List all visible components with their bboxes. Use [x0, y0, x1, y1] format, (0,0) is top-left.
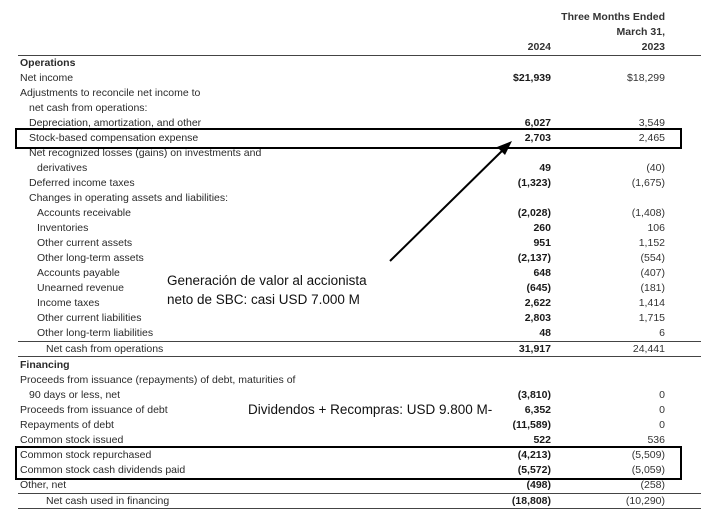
table-bottom-rule: [18, 508, 701, 509]
value-2023: 1,414: [638, 297, 665, 309]
row-label: Proceeds from issuance (repayments) of debt, maturities of: [20, 374, 296, 386]
table-row: [0, 418, 710, 433]
row-label: Accounts payable: [37, 267, 120, 279]
value-2023: 3,549: [638, 117, 665, 129]
row-label: Common stock cash dividends paid: [20, 464, 186, 476]
value-2024: (645): [526, 282, 551, 294]
period-header-line2: March 31,: [616, 26, 665, 38]
sbc-annotation-line2: neto de SBC: casi USD 7.000 M: [167, 292, 360, 307]
table-row: [0, 86, 710, 101]
table-row: [0, 373, 710, 388]
value-2024: 6,027: [524, 117, 551, 129]
section-rule: [18, 356, 701, 357]
value-2023: (5,509): [631, 449, 665, 461]
value-2024: 6,352: [524, 404, 551, 416]
value-2023: 0: [659, 404, 665, 416]
table-row: [0, 71, 710, 86]
table-row: [0, 342, 710, 357]
row-label: Stock-based compensation expense: [29, 132, 199, 144]
value-2024: 48: [539, 327, 551, 339]
row-label: Common stock repurchased: [20, 449, 152, 461]
period-header-line1: Three Months Ended: [561, 11, 665, 23]
table-row: [0, 358, 710, 373]
table-row: [0, 206, 710, 221]
value-2024: 2,803: [524, 312, 551, 324]
row-label: Other long-term assets: [37, 252, 144, 264]
value-2024: (5,572): [517, 464, 551, 476]
row-label: Changes in operating assets and liabilities:: [29, 192, 229, 204]
value-2024: 2,703: [524, 132, 551, 144]
value-2023: (1,675): [631, 177, 665, 189]
row-label: Net recognized losses (gains) on investments and: [29, 147, 262, 159]
buyback-annotation: Dividendos + Recompras: USD 9.800 M-: [248, 402, 493, 417]
value-2023: 0: [659, 389, 665, 401]
table-row: [0, 494, 710, 509]
value-2023: (1,408): [631, 207, 665, 219]
table-row: [0, 251, 710, 266]
value-2023: (181): [640, 282, 665, 294]
table-row: [0, 176, 710, 191]
table-row: [0, 326, 710, 341]
sbc-highlight-box: [15, 128, 682, 149]
value-2023: (407): [640, 267, 665, 279]
row-label: Other current liabilities: [37, 312, 142, 324]
value-2024: (11,589): [512, 419, 551, 431]
column-header-2023: 2023: [641, 41, 665, 53]
table-row: [0, 161, 710, 176]
row-label: Other long-term liabilities: [37, 327, 154, 339]
value-2024: 260: [533, 222, 551, 234]
value-2024: 31,917: [518, 343, 551, 355]
value-2024: 49: [539, 162, 551, 174]
value-2023: 2,465: [638, 132, 665, 144]
row-label: derivatives: [37, 162, 88, 174]
row-label: Deferred income taxes: [29, 177, 135, 189]
value-2024: 951: [533, 237, 551, 249]
row-label: Repayments of debt: [20, 419, 114, 431]
value-2024: (498): [526, 479, 551, 491]
row-label: Other current assets: [37, 237, 133, 249]
section-title-operations: Operations: [20, 57, 76, 69]
row-label: Accounts receivable: [37, 207, 131, 219]
value-2024: (2,137): [517, 252, 551, 264]
table-row: [0, 221, 710, 236]
value-2024: 648: [533, 267, 551, 279]
value-2024: (2,028): [517, 207, 551, 219]
row-label: Net income: [20, 72, 74, 84]
table-row: [0, 388, 710, 403]
buyback-dividend-highlight-box: [15, 446, 682, 480]
value-2023: (5,059): [631, 464, 665, 476]
table-row: [0, 236, 710, 251]
row-label: net cash from operations:: [29, 102, 148, 114]
value-2024: $21,939: [513, 72, 551, 84]
table-row: [0, 478, 710, 493]
row-label: Unearned revenue: [37, 282, 124, 294]
value-2023: 0: [659, 419, 665, 431]
row-label: 90 days or less, net: [29, 389, 121, 401]
value-2023: 6: [659, 327, 665, 339]
value-2024: 522: [533, 434, 551, 446]
table-row: [0, 311, 710, 326]
value-2023: 24,441: [632, 343, 665, 355]
column-header-2024: 2024: [527, 41, 551, 53]
row-label: Other, net: [20, 479, 67, 491]
value-2023: 106: [647, 222, 665, 234]
table-row: [0, 101, 710, 116]
row-label: Net cash from operations: [46, 343, 164, 355]
value-2023: (554): [640, 252, 665, 264]
table-row: [0, 191, 710, 206]
value-2023: 536: [647, 434, 665, 446]
value-2023: 1,152: [638, 237, 665, 249]
section-title-financing: Financing: [20, 359, 70, 371]
row-label: Inventories: [37, 222, 89, 234]
sbc-annotation-line1: Generación de valor al accionista: [167, 273, 367, 288]
row-label: Depreciation, amortization, and other: [29, 117, 202, 129]
value-2024: 2,622: [524, 297, 551, 309]
value-2023: (40): [646, 162, 665, 174]
value-2023: (258): [640, 479, 665, 491]
value-2024: (4,213): [517, 449, 551, 461]
row-label: Proceeds from issuance of debt: [20, 404, 168, 416]
row-label: Common stock issued: [20, 434, 124, 446]
value-2024: (3,810): [517, 389, 551, 401]
row-label: Income taxes: [37, 297, 100, 309]
value-2023: (10,290): [625, 495, 665, 507]
row-label: Net cash used in financing: [46, 495, 170, 507]
value-2024: (18,808): [511, 495, 551, 507]
row-label: Adjustments to reconcile net income to: [20, 87, 201, 99]
table-row: [0, 56, 710, 71]
value-2023: $18,299: [627, 72, 665, 84]
value-2023: 1,715: [638, 312, 665, 324]
value-2024: (1,323): [517, 177, 551, 189]
